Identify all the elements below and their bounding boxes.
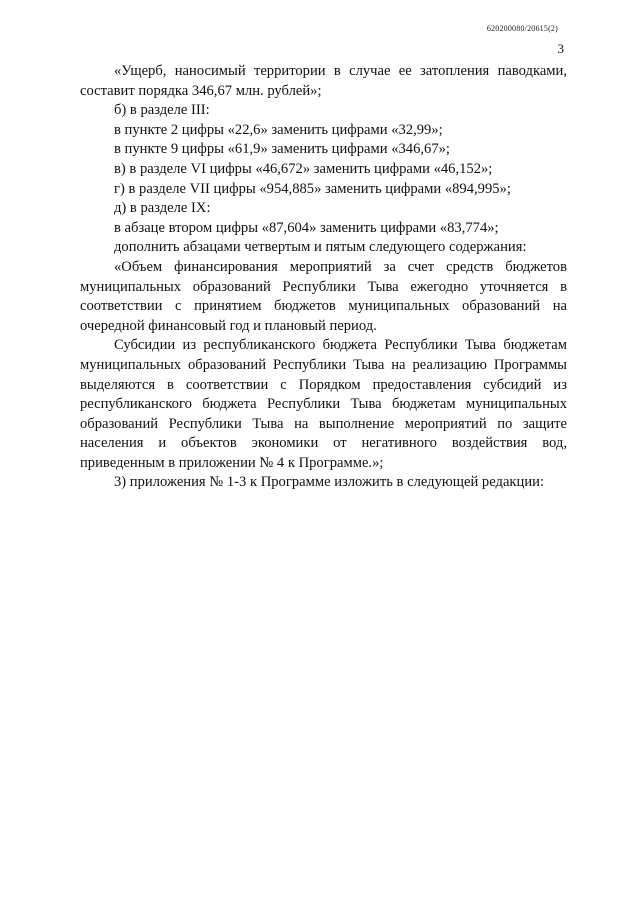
paragraph-subsidies: Субсидии из республиканского бюджета Республики Тыва бюджетам муниципальных образований Республики Тыва на реализацию Программы выделяются в соответствии с Порядком предоставления субсидий из республиканского бюджета Республики Тыва бюджетам муниципальных образований Республики Тыва на выполнение мероприятий по защите населения и объектов экономики от негативного воздействия вод, приведенным в приложении № 4 к Программе.»; (80, 337, 567, 471)
paragraph-section-iii: б) в разделе III: (114, 102, 210, 119)
paragraph-damage-estimate: «Ущерб, наносимый территории в случае ее затопления паводками, составит порядка 346,67 млн. рублей»; (80, 63, 567, 99)
document-body (80, 62, 567, 493)
paragraph-second-abzac: в абзаце втором цифры «87,604» заменить цифрами «83,774»; (114, 219, 499, 236)
paragraph-appendices: 3) приложения № 1-3 к Программе изложить в следующей редакции: (114, 474, 544, 491)
paragraph-section-ix: д) в разделе IX: (114, 200, 211, 217)
page-number: 3 (557, 41, 564, 56)
paragraph-item-9: в пункте 9 цифры «61,9» заменить цифрами «346,67»; (114, 141, 450, 158)
paragraph-section-vii: г) в разделе VII цифры «954,885» заменить цифрами «894,995»; (114, 180, 511, 197)
paragraph-item-2: в пункте 2 цифры «22,6» заменить цифрами «32,99»; (114, 121, 443, 138)
paragraph-section-vi: в) в разделе VI цифры «46,672» заменить цифрами «46,152»; (114, 160, 493, 177)
paragraph-financing-volume: «Объем финансирования мероприятий за счет средств бюджетов муниципальных образований Республики Тыва ежегодно уточняется в соответствии с принятием бюджетов муниципальных образований на очередной финансовый год и плановый период. (80, 258, 567, 334)
paragraph-add-abzacs: дополнить абзацами четвертым и пятым следующего содержания: (114, 239, 527, 256)
document-code: 620200080/20615(2) (486, 24, 558, 33)
